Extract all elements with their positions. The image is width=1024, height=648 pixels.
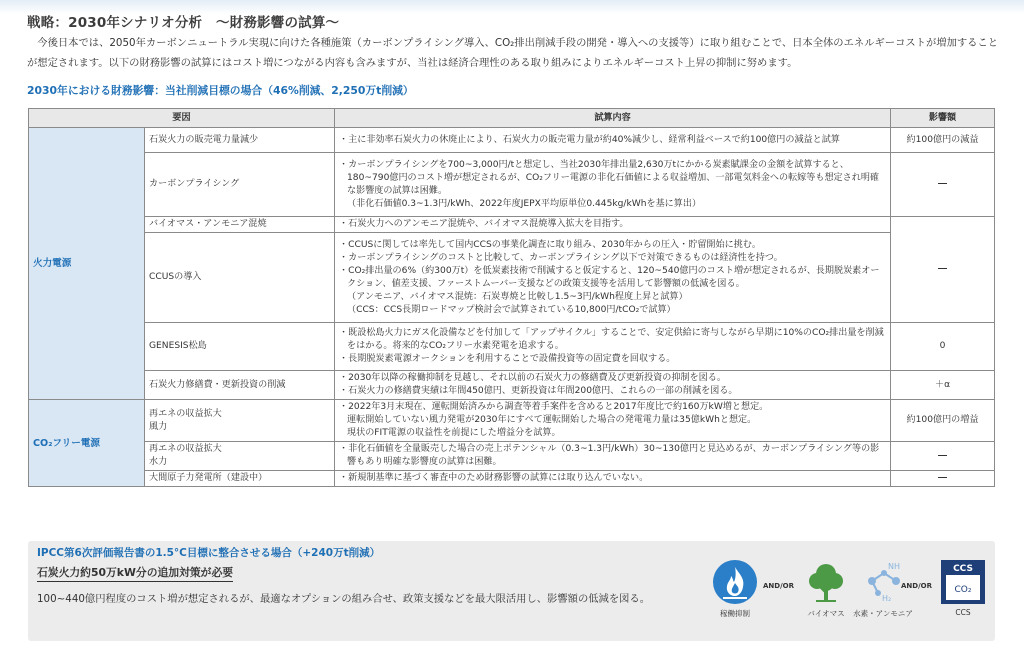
table-row <box>29 217 995 233</box>
and-or-label: AND/OR <box>901 582 932 590</box>
panel-subheading: 石炭火力約50万kW分の追加対策が必要 <box>37 565 233 582</box>
factor-cell: GENESIS松島 <box>145 323 335 371</box>
table-row <box>29 471 995 487</box>
table-row <box>29 371 995 400</box>
detail-item: ・CO₂排出量の6%（約300万t）を低炭素技術で削減すると仮定すると、120~540億円のコスト増が想定されるが、長期脱炭素オークション、値差支援、ファーストムーバー支援などの政策支援等を活用して影響額の低減を図る。 <box>339 265 880 289</box>
ccs-icon <box>940 559 986 605</box>
dash-mark <box>938 477 947 478</box>
icon-label-ccs: CCS <box>955 608 971 617</box>
amount-cell: 約100億円の減益 <box>891 128 995 153</box>
detail-item: ・CCUSに関しては率先して国内CCSの事業化調査に取り組み、2030年からの圧入・貯留開始に挑む。 <box>339 239 761 250</box>
header-details: 試算内容 <box>335 109 891 128</box>
intro-paragraph: 今後日本では、2050年カーボンニュートラル実現に向けた各種施策（カーボンプライシング導入、CO₂排出削減手段の開発・導入への支援等）に取り組むことで、日本全体のエネルギーコストが増加することが想定されます。以下の財務影響の試算にはコスト増につながる内容も含みますが、当社は経済合理性のある取り組みによりエネルギーコスト上昇の抑制に努めます。 <box>27 37 999 69</box>
panel-body: 100~440億円程度のコスト増が想定されるが、最適なオプションの組み合せ、政策支援などを最大限活用し、影響額の低減を図る。 <box>37 593 651 605</box>
detail-cell <box>335 128 891 153</box>
table-row <box>29 153 995 217</box>
amount-cell <box>891 471 995 487</box>
factor-cell: 石炭火力の販売電力量減少 <box>145 128 335 153</box>
detail-item: ・2030年以降の稼働抑制を見越し、それ以前の石炭火力の修繕費及び更新投資の抑制を図る。 <box>339 373 726 383</box>
table-row <box>29 400 995 442</box>
dash-mark <box>938 455 947 456</box>
icon-label-hydrogen-ammonia: 水素・アンモニア <box>853 609 913 618</box>
detail-item: ・2022年3月末現在、運転開始済みから調査等着手案件を含めると2017年度比で約160万kW増と想定。 <box>339 402 769 412</box>
header-factor: 要因 <box>29 109 335 128</box>
category-co2-free: CO₂フリー電源 <box>29 400 145 487</box>
detail-item: ・石炭火力の修繕費実績は年間450億円、更新投資は年間200億円、これらの一部の削減を図る。 <box>339 386 738 396</box>
detail-item: ・カーボンプライシングを700~3,000円/tと想定し、当社2030年排出量2,630万tにかかる炭素賦課金の金額を試算すると、180~790億円のコスト増が想定されるが、CO₂フリー電源の非化石価値による収益増加、一部電気料金への転嫁等も想定され明確な影響度の試算は困難。 <box>339 159 880 196</box>
table-row <box>29 323 995 371</box>
amount-cell: 0 <box>891 323 995 371</box>
financial-impact-table <box>28 108 995 487</box>
detail-cell <box>335 400 891 442</box>
detail-item: ・長期脱炭素電源オークションを利用することで設備投資等の固定費を回収する。 <box>339 354 676 364</box>
panel-heading: IPCC第6次評価報告書の1.5°C目標に整合させる場合（+240万t削減） <box>37 547 381 559</box>
detail-item: 現状のFIT電源の収益性を前提にした増益分を試算。 <box>347 428 561 438</box>
detail-item: ・カーボンプライシングのコストと比較して、カーボンプライシング以下で対策できるものは経済性を持つ。 <box>339 252 783 263</box>
detail-cell <box>335 217 891 233</box>
tree-icon <box>803 559 849 605</box>
detail-cell <box>335 371 891 400</box>
detail-item: （非化石価値0.3~1.3円/kWh、2022年度JEPX平均原単位0.445kg/kWhを基に算出） <box>347 198 702 209</box>
svg-text:CCS: CCS <box>953 564 973 574</box>
ipcc-scenario-panel <box>28 541 995 641</box>
header-amount: 影響額 <box>891 109 995 128</box>
detail-item: ・非化石価値を全量販売した場合の売上ポテンシャル（0.3~1.3円/kWh）30~130億円と見込めるが、カーボンプライシング等の影響もあり明確な影響度の試算は困難。 <box>339 444 880 467</box>
factor-cell: 石炭火力修繕費・更新投資の削減 <box>145 371 335 400</box>
dash-mark <box>938 183 947 184</box>
svg-text:H₂: H₂ <box>882 594 892 603</box>
amount-cell <box>891 153 995 217</box>
svg-text:CO₂: CO₂ <box>954 585 972 595</box>
molecule-icon <box>860 559 906 605</box>
icon-label-suppression: 稼働抑制 <box>720 609 750 618</box>
detail-cell <box>335 471 891 487</box>
factor-cell: CCUSの導入 <box>145 233 335 323</box>
detail-cell <box>335 323 891 371</box>
detail-cell <box>335 442 891 471</box>
amount-cell: ＋α <box>891 371 995 400</box>
table-row <box>29 233 995 323</box>
detail-item: 運転開始していない風力発電が2030年にすべて運転開始した場合の発電電力量は35億kWhと想定。 <box>347 415 757 425</box>
factor-cell: 再エネの収益拡大 風力 <box>145 400 335 442</box>
flame-icon <box>712 559 758 605</box>
detail-cell <box>335 233 891 323</box>
detail-item: ・石炭火力へのアンモニア混焼や、バイオマス混焼導入拡大を目指す。 <box>339 219 629 229</box>
dash-mark <box>938 268 947 269</box>
detail-item: ・新規制基準に基づく審査中のため財務影響の試算には取り込んでいない。 <box>339 473 649 483</box>
factor-cell: バイオマス・アンモニア混焼 <box>145 217 335 233</box>
amount-cell <box>891 442 995 471</box>
category-thermal: 火力電源 <box>29 128 145 400</box>
detail-item: （CCS：CCS長期ロードマップ検討会で試算されている10,800円/tCO₂で試算） <box>347 304 676 315</box>
page-title: 戦略：2030年シナリオ分析 ～財務影響の試算～ <box>27 15 340 31</box>
table-heading: 2030年における財務影響：当社削減目標の場合（46%削減、2,250万t削減） <box>27 84 414 97</box>
amount-cell: 約100億円の増益 <box>891 400 995 442</box>
factor-cell: 再エネの収益拡大 水力 <box>145 442 335 471</box>
table-header-row <box>29 109 995 128</box>
table-row <box>29 442 995 471</box>
factor-cell: 大間原子力発電所（建設中） <box>145 471 335 487</box>
svg-text:NH: NH <box>888 562 900 571</box>
detail-cell <box>335 153 891 217</box>
detail-item: （アンモニア、バイオマス混焼：石炭専焼と比較し1.5~3円/kWh程度上昇と試算） <box>347 291 688 302</box>
detail-item: ・既設松島火力にガス化設備などを付加して「アップサイクル」することで、安定供給に寄与しながら早期に10%のCO₂排出量を削減をはかる。将来的なCO₂フリー水素発電を追求する。 <box>339 328 884 351</box>
and-or-label: AND/OR <box>763 582 794 590</box>
amount-cell <box>891 217 995 323</box>
icon-label-biomass: バイオマス <box>807 609 845 618</box>
detail-item: ・主に非効率石炭火力の休廃止により、石炭火力の販売電力量が約40%減少し、経常利益ベースで約100億円の減益と試算 <box>339 134 840 145</box>
table-row <box>29 128 995 153</box>
factor-cell: カーボンプライシング <box>145 153 335 217</box>
